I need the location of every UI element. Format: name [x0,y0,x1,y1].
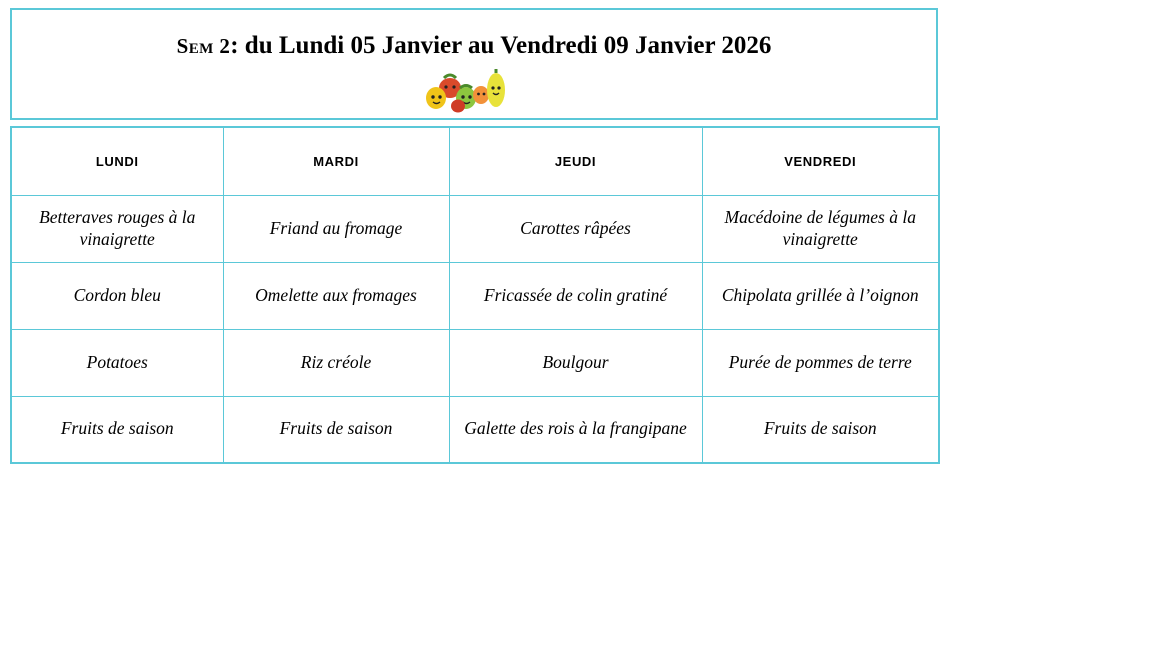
table-row [11,329,939,396]
menu-cell-dessert-vendredi: Fruits de saison [702,396,939,463]
menu-cell-entree-mardi: Friand au fromage [223,195,449,262]
title-box [10,8,938,120]
day-header-vendredi: VENDREDI [702,127,939,195]
week-label: Sem 2 [176,34,231,58]
table-row [11,195,939,262]
menu-cell-dessert-lundi: Fruits de saison [11,396,223,463]
day-header-jeudi: JEUDI [449,127,702,195]
date-range-label: : du Lundi 05 Janvier au Vendredi 09 Janvier 2026 [230,32,772,59]
table-header-row [11,127,939,195]
menu-table [10,126,940,464]
table-row [11,396,939,463]
menu-cell-accompagnement-vendredi: Purée de pommes de terre [702,329,939,396]
table-row [11,262,939,329]
day-header-mardi: MARDI [223,127,449,195]
menu-cell-entree-jeudi: Carottes râpées [449,195,702,262]
menu-cell-plat-mardi: Omelette aux fromages [223,262,449,329]
menu-cell-dessert-mardi: Fruits de saison [223,396,449,463]
page-title [12,32,936,60]
menu-cell-plat-lundi: Cordon bleu [11,262,223,329]
menu-cell-accompagnement-lundi: Potatoes [11,329,223,396]
menu-cell-accompagnement-mardi: Riz créole [223,329,449,396]
menu-cell-dessert-jeudi: Galette des rois à la frangipane [449,396,702,463]
menu-cell-entree-vendredi: Macédoine de légumes à la vinaigrette [702,195,939,262]
menu-cell-plat-jeudi: Fricassée de colin gratiné [449,262,702,329]
menu-cell-entree-lundi: Betteraves rouges à la vinaigrette [11,195,223,262]
vegetables-characters-icon [12,68,936,116]
menu-cell-plat-vendredi: Chipolata grillée à l’oignon [702,262,939,329]
day-header-lundi: LUNDI [11,127,223,195]
menu-cell-accompagnement-jeudi: Boulgour [449,329,702,396]
